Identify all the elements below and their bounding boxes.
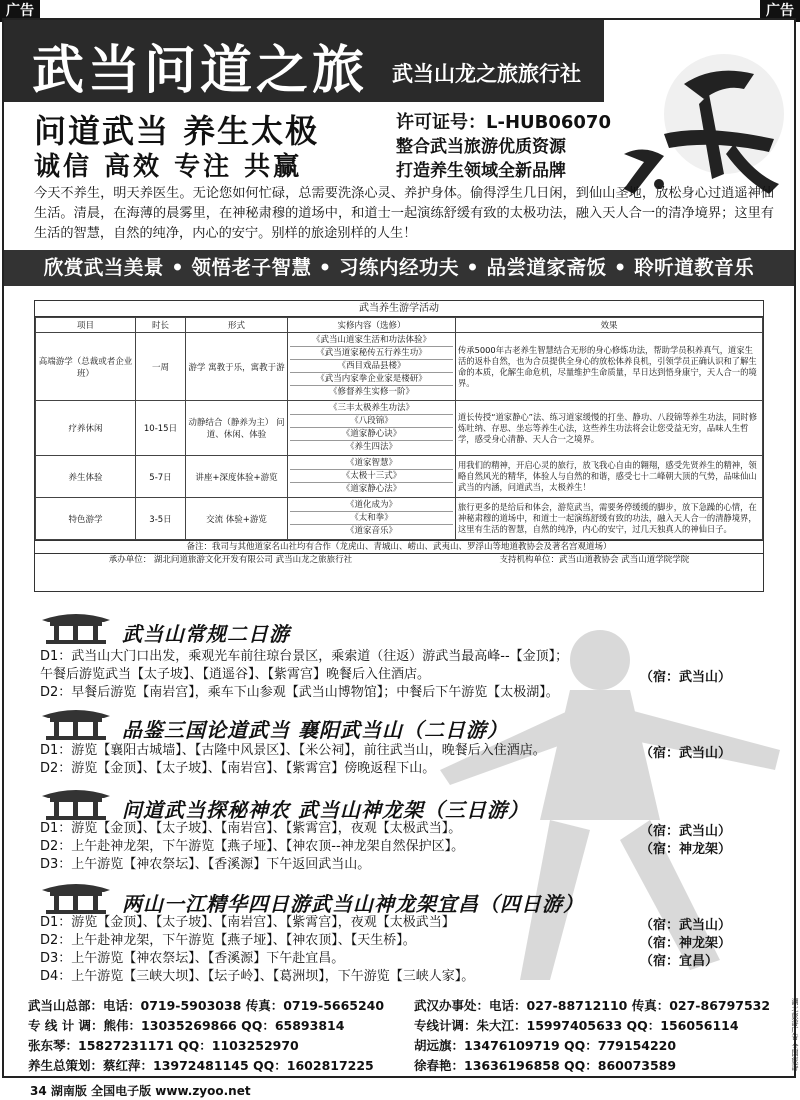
ad-tag-right: 广告 <box>760 0 800 22</box>
cell-effect: 道长传授“道家静心”法、练习道家缓慢的打坐、静功、八段锦等养生功法，同时修炼吐纳、存思、坐忘等养生心法，这些养生功法将会让您受益无穷，品味人生哲学，感受身心清静、天人合一之境界。 <box>456 401 763 456</box>
cell-form: 动静结合（静养为主） 问道、休闲、体验 <box>186 401 288 456</box>
tour-title: 武当山常规二日游 <box>122 622 290 646</box>
itinerary-line: 午餐后游览武当【太子坡】、【逍遥谷】、【紫霄宫】晚餐后入住酒店。 <box>40 667 431 682</box>
pavilion-icon <box>40 786 112 820</box>
contact-line: 徐春艳：13636196858 QQ：860073589 <box>414 1058 677 1073</box>
itinerary-line: D3：上午游览【神农祭坛】、【香溪源】下午赴宜昌。 <box>40 951 345 966</box>
stay-label: （宿：武当山） <box>640 824 732 839</box>
activity-table-title: 武当养生游学活动 <box>35 301 763 317</box>
stay-label: （宿：武当山） <box>640 746 732 761</box>
col-header: 效果 <box>456 318 763 333</box>
contact-line: 武当山总部：电话：0719-5903038 传真：0719-5665240 <box>28 998 385 1013</box>
content-item: 《武当道家秘传五行养生功》 <box>290 347 453 360</box>
stay-label: （宿：神龙架） <box>640 842 732 857</box>
itinerary-line: D2：游览【金顶】、【太子坡】、【南岩宫】、【紫霄宫】傍晚返程下山。 <box>40 761 436 776</box>
content-item: 《修督养生实修一阶》 <box>328 387 414 397</box>
edition-label: 湖南版 <box>50 1084 87 1098</box>
contact-block <box>4 992 774 1074</box>
table-row <box>36 401 763 456</box>
cell-content <box>288 456 456 498</box>
content-item: 《道家静心诀》 <box>290 428 453 441</box>
cell-item: 特色游学 <box>36 498 136 540</box>
content-item: 《道家智慧》 <box>290 457 453 470</box>
cell-item: 疗养休闲 <box>36 401 136 456</box>
itinerary-line: D1：武当山大门口出发，乘观光车前往琼台景区，乘索道（往返）游武当最高峰--【金顶】； <box>40 649 569 664</box>
cell-content <box>288 401 456 456</box>
pavilion-icon <box>40 880 112 914</box>
content-item: 《太极十三式》 <box>290 470 453 483</box>
content-item: 《三丰太极养生功法》 <box>290 402 453 415</box>
cell-form: 讲座+深度体验+游览 <box>186 456 288 498</box>
supporter-text: 支持机构单位：武当山道教协会 武当山道学院学院 <box>499 555 690 565</box>
table-note: 备注：我司与其他道家名山社均有合作（龙虎山、青城山、崂山、武夷山、罗浮山等地道教协会及著名宫观道场） <box>35 540 763 553</box>
title-band <box>4 20 604 102</box>
organizer-text: 承办单位： 湖北问道旅游文化开发有限公司 武当山龙之旅旅行社 <box>108 555 353 565</box>
cell-content <box>288 333 456 401</box>
cell-item: 高端游学（总裁或者企业班） <box>36 333 136 401</box>
brand-link[interactable]: 全国电子版 www.zyoo.net <box>91 1084 251 1098</box>
contact-line: 专线计调：朱大江：15997405633 QQ：156056114 <box>414 1018 739 1033</box>
content-item: 《养生四法》 <box>345 442 397 452</box>
content-item: 《太和拳》 <box>290 512 453 525</box>
cell-duration: 10-15日 <box>136 401 186 456</box>
intro-paragraph: 今天不养生，明天养医生。无论您如何忙碌，总需要洗涤心灵、养护身体。偷得浮生几日闲，到仙山圣地，放松身心过逍遥神仙生活。清晨，在海薄的晨雾里，在神秘肃穆的道场中，和道士一起演练舒缓有致的太极功法，融入天人合一的清净境界；这里有生活的智慧，自然的纯净，内心的安宁。别样的旅途别样的人生！ <box>34 186 774 241</box>
cell-effect: 传承5000年古老养生智慧结合无形的身心修炼功法，帮助学员积养真气，道家生活的返朴自然，也为合员提供全身心的放松体养良机，引领学员正确认识和了解生命的本质，化解生命危机，尽量维护生命质量，早日达到悟身康宁，天人合一的境界。 <box>456 333 763 401</box>
itinerary-line: D2：早餐后游览【南岩宫】，乘车下山参观【武当山博物馆】；中餐后下午游览【太极湖】。 <box>40 685 559 700</box>
table-row <box>36 456 763 498</box>
subtitle-values: 诚信 高效 专注 共赢 <box>34 152 303 182</box>
license-number: 许可证号：L-HUB06070 <box>396 112 611 133</box>
contact-line: 专 线 计 调：熊伟：13035269866 QQ：65893814 <box>28 1018 345 1033</box>
itinerary-line: D1：游览【襄阳古城墙】、【古隆中风景区】、【米公祠】，前往武当山，晚餐后入住酒店。 <box>40 743 546 758</box>
agency-name: 武当山龙之旅旅行社 <box>392 62 581 86</box>
tour-title: 问道武当探秘神农 武当山神龙架（三日游） <box>122 798 529 822</box>
header <box>4 20 794 248</box>
cell-duration: 5-7日 <box>136 456 186 498</box>
stay-label: （宿：宜昌） <box>640 954 719 969</box>
subtitle-health: 问道武当 养生太极 <box>34 112 320 150</box>
content-item: 《道化成为》 <box>290 499 453 512</box>
tour-title: 品鉴三国论道武当 襄阳武当山（二日游） <box>122 718 508 742</box>
cell-form: 游学 寓教于乐，寓教于游 <box>186 333 288 401</box>
cell-duration: 一周 <box>136 333 186 401</box>
cell-effect: 用我们的精神，开启心灵的旅行，放飞我心自由的翱翔，感受先贤养生的精神，领略自然风光的精华，体验人与自然的和谐，感受七十二峰朝大顶的气势，品味仙山武当的内涵，问道武当，太极养生！ <box>456 456 763 498</box>
activity-table <box>34 300 764 592</box>
content-item: 《道家静心法》 <box>341 484 402 494</box>
stay-label: （宿：神龙架） <box>640 936 732 951</box>
table-row <box>36 498 763 540</box>
content-item: 《八段锦》 <box>290 415 453 428</box>
taiji-calligraphy-icon <box>604 44 792 204</box>
contact-line: 武汉办事处：电话：027-88712110 传真：027-86797532 <box>414 998 771 1013</box>
cell-duration: 3-5日 <box>136 498 186 540</box>
pavilion-icon <box>40 706 112 740</box>
contact-line: 胡远旗：13476109719 QQ：779154220 <box>414 1038 677 1053</box>
stay-label: （宿：武当山） <box>640 918 732 933</box>
page-title: 武当问道之旅 <box>32 41 369 101</box>
page-number: 34 <box>30 1084 47 1098</box>
col-header: 时长 <box>136 318 186 333</box>
itinerary-line: D4：上午游览【三峡大坝】、【坛子岭】、【葛洲坝】，下午游览【三峡人家】。 <box>40 969 475 984</box>
pavilion-icon <box>40 610 112 644</box>
itinerary-line: D3：上午游览【神农祭坛】、【香溪源】下午返回武当山。 <box>40 857 371 872</box>
content-item: 《道家音乐》 <box>345 526 397 536</box>
side-strip-text: 湖北旅游广告 全国旅游 <box>791 998 799 1071</box>
cell-content <box>288 498 456 540</box>
activity-grid <box>35 317 763 540</box>
col-header: 实修内容（选修） <box>288 318 456 333</box>
content-item: 《武当山道家生活和功法体验》 <box>290 334 453 347</box>
col-header: 形式 <box>186 318 288 333</box>
table-row <box>36 333 763 401</box>
slogan-brand: 打造养生领域全新品牌 <box>396 161 566 181</box>
cell-form: 交流 体验+游览 <box>186 498 288 540</box>
cell-effect: 旅行更多的是给后和体会，游览武当，需要务停缓缓的脚步，放下急躁的心情，在神秘肃穆的道场中，和道士一起演练舒缓有致的功法，融入天人合一的清静境界，这里有生活的智慧，自然的纯净，内心的安宁，过几天独真人的神仙日子。 <box>456 498 763 540</box>
footer <box>30 1082 251 1099</box>
content-item: 《西目戏品县楼》 <box>290 360 453 373</box>
contact-line: 养生总策划：蔡红萍：13972481145 QQ：1602817225 <box>28 1058 374 1073</box>
cell-item: 养生体验 <box>36 456 136 498</box>
stay-label: （宿：武当山） <box>640 670 732 685</box>
itinerary-line: D1：游览【金顶】、【太子坡】、【南岩宫】、【紫霄宫】，夜观【太极武当】。 <box>40 821 462 836</box>
features-banner: 欣赏武当美景 • 领悟老子智慧 • 习练内经功夫 • 品尝道家斋饭 • 聆听道教音乐 <box>4 250 794 286</box>
tour-title: 两山一江精华四日游武当山神龙架宜昌（四日游） <box>122 892 584 916</box>
ad-tag-left: 广告 <box>0 0 40 22</box>
itinerary-line: D2：上午赴神龙架，下午游览【燕子垭】、【神农顶--神龙架自然保护区】。 <box>40 839 465 854</box>
itinerary-line: D2：上午赴神龙架，下午游览【燕子垭】、【神农顶】、【天生桥】。 <box>40 933 416 948</box>
itinerary-line: D1：游览【金顶】、【太子坡】、【南岩宫】、【紫霄宫】，夜观【太极武当】 <box>40 915 455 930</box>
contact-line: 张东琴：15827231171 QQ：1103252970 <box>28 1038 299 1053</box>
content-item: 《武当内家拳企业家是楼研》 <box>290 373 453 386</box>
table-organizers <box>35 553 763 566</box>
slogan-resources: 整合武当旅游优质资源 <box>396 137 566 157</box>
col-header: 项目 <box>36 318 136 333</box>
